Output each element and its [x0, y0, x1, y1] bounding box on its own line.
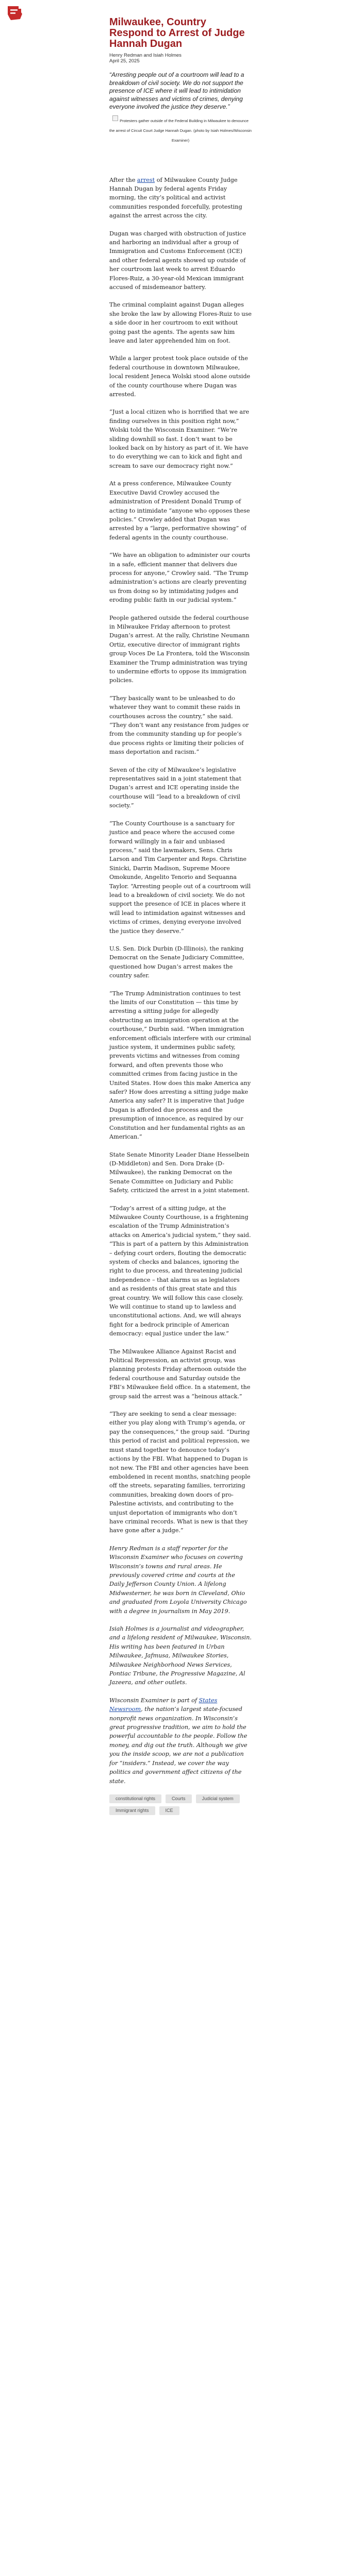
states-newsroom-link[interactable]: States Newsroom — [109, 1697, 218, 1713]
paragraph: After the arrest of Milwaukee County Judge Hannah Dugan by federal agents Friday morning, the city’s political and activist communities responded forcefully, protesting against the arrest across the city. — [109, 176, 242, 219]
paragraph: “The Trump Administration continues to test the limits of our Constitution — this time by arresting a sitting judge for allegedly obstructing an immigration operation at the courthouse,” Durbin said. “When immigration enforcement officials interfere with our criminal justice system, it undermines public safety, prevents victims and witnesses from coming forward, and often prevents those who committed crimes from facing justice in the United States. How does this make America any safer? How does arresting a sitting judge make America any safer? It is imperative that Judge Dugan is afforded due process and the presumption of innocence, as required by our Constitution and her fundamental rights as an American.” — [109, 990, 251, 1141]
tag-list — [109, 1794, 249, 1815]
pull-quote: “Arresting people out of a courtroom will lead to a breakdown of civil society. We do not support the presence of ICE where it will lead to intimidation against witnesses and victims of crimes, denying everyone involved the justice they deserve.” — [109, 71, 244, 110]
paragraph: U.S. Sen. Dick Durbin (D-Illinois), the ranking Democrat on the Senate Judiciary Committee, questioned how Dugan’s arrest makes the country safer. — [109, 945, 244, 979]
tag[interactable]: Courts — [166, 1794, 192, 1803]
publisher-note: Wisconsin Examiner is part of States Newsroom, the nation’s largest state-focused nonprofit news organization. In Wisconsin’s great progressive tradition, we aim to hold the powerful accountable to the people. Follow the money, and dig out the truth. Although we give you the inside scoop, we are not a publication for “insiders.” Instead, we cover the way politics and government affect citizens of the state. — [109, 1697, 248, 1785]
tag[interactable]: Judicial system — [196, 1794, 240, 1803]
paragraph: At a press conference, Milwaukee County Executive David Crowley accused the administration of President Donald Trump of acting to intimidate “anyone who opposes these policies.” Crowley added that Dugan was arrested by a “large, performative showing” of federal agents in the county courthouse. — [109, 480, 250, 541]
paragraph: “They basically want to be unleashed to do whatever they want to commit these raids in courthouses across the country,” she said. “They don’t want any resistance from judges or from the community standing up for people’s due process rights or limiting their policies of mass deportation and racism.” — [109, 694, 249, 756]
paragraph: “The County Courthouse is a sanctuary for justice and peace where the accused come forward willingly in a fair and unbiased process,” said the lawmakers, Sens. Chris Larson and Tim Carpenter and Reps. Christine Sinicki, Darrin Madison, Supreme Moore Omokunde, Angelito Tenorio and Sequanna Taylor. “Arresting people out of a courtroom will lead to a breakdown of civil society. We do not support the presence of ICE in places where it will lead to intimidation against witnesses and victims of crimes, denying everyone involved the justice they deserve.” — [109, 820, 251, 935]
article-date: April 25, 2025 — [109, 58, 140, 64]
paragraph: Seven of the city of Milwaukee’s legislative representatives said in a joint statement that Dugan’s arrest and ICE operating inside the courthouse will “lead to a breakdown of civil society.” — [109, 766, 241, 809]
arrest-link[interactable]: arrest — [137, 176, 155, 183]
article-body — [109, 176, 252, 1535]
paragraph: “Today’s arrest of a sitting judge, at the Milwaukee County Courthouse, is a frightening escalation of the Trump Administration’s attacks on America’s judicial system,” they said. “This is part of a pattern by this Administration – defying court orders, flouting the democratic system of checks and balances, ignoring the right to due process, and threatening judicial independence – that alarms us as legislators and as residents of this great state and this great country. We will follow this case closely. We will continue to stand up to lawless and unconstitutional actions. And, we will always fight for a bedrock principle of American democracy: equal justice under the law.” — [109, 1205, 251, 1337]
broken-image-icon — [112, 115, 118, 121]
author-bio: Isiah Holmes is a journalist and videographer, and a lifelong resident of Milwaukee, Wisconsin. His writing has been featured in Urban Milwaukee, Jafmusa, Milwaukee Stories, Milwaukee Neighborhood News Services, Pontiac Tribune, the Progressive Magazine, Al Jazeera, and other outlets. — [109, 1625, 252, 1686]
tag[interactable]: ICE — [159, 1806, 179, 1815]
paragraph: “They are seeking to send a clear message: either you play along with Trump’s agenda, or pay the consequences,” the group said. “During this period of racist and political repression, we must stand together to denounce today’s actions by the FBI. What happened to Dugan is not new. The FBI and other agencies have been emboldened in recent months, snatching people off the streets, separating families, terrorizing communities, breaking down doors of pro-Palestine activists, and contributing to the unjust deportation of immigrants who don’t have criminal records. What is new is that they have gone after a judge.” — [109, 1411, 251, 1534]
author-bios — [109, 1544, 252, 1786]
tag[interactable]: Immigrant rights — [109, 1806, 155, 1815]
author-bio: Henry Redman is a staff reporter for the Wisconsin Examiner who focuses on covering Wisconsin’s towns and rural areas. He previously covered crime and courts at the Daily Jefferson County Union. A lifelong Midwesterner, he was born in Cleveland, Ohio and graduated from Loyola University Chicago with a degree in journalism in May 2019. — [109, 1545, 247, 1615]
paragraph: State Senate Minority Leader Diane Hesselbein (D-Middleton) and Sen. Dora Drake (D-Milwaukee), the ranking Democrat on the Senate Committee on Judiciary and Public Safety, criticized the arrest in a joint statement. — [109, 1151, 250, 1194]
tag[interactable]: constitutional rights — [109, 1794, 161, 1803]
figure-caption: Protesters gather outside of the Federal Building in Milwaukee to denounce the arrest of Circuit Court Judge Hannah Dugan. (photo by Isiah Holmes/Wisconsin Examiner) — [109, 118, 252, 143]
paragraph: While a larger protest took place outside of the federal courthouse in downtown Milwaukee, local resident Jeneca Wolski stood alone outside of the county courthouse where Dugan was arrested. — [109, 355, 251, 398]
paragraph: The Milwaukee Alliance Against Racist and Political Repression, an activist group, was planning protests Friday afternoon outside the federal courthouse and Saturday outside the FBI’s Milwaukee field office. In a statement, the group said the arrest was a “heinous attack.” — [109, 1348, 251, 1400]
article-figure — [109, 114, 252, 144]
article — [109, 17, 252, 1815]
wisconsin-examiner-logo-icon — [6, 5, 24, 22]
paragraph: People gathered outside the federal courthouse in Milwaukee Friday afternoon to protest Dugan’s arrest. At the rally, Christine Neumann Ortiz, executive director of immigrant rights group Voces De La Frontera, told the Wisconsin Examiner the Trump administration was trying to undermine efforts to oppose its immigration policies. — [109, 614, 250, 684]
article-title: Milwaukee, Country Respond to Arrest of Judge Hannah Dugan — [109, 16, 245, 49]
paragraph: Dugan was charged with obstruction of justice and harboring an individual after a group of Immigration and Customs Enforcement (ICE) and other federal agents showed up outside of her courtroom last week to arrest Eduardo Flores-Ruiz, a 30-year-old Mexican immigrant accused of misdemeanor battery. — [109, 230, 247, 291]
paragraph: “We have an obligation to administer our courts in a safe, efficient manner that delivers due process for anyone,” Crowley said. “The Trump administration’s actions are clearly preventing us from doing so by intimidating judges and eroding public faith in our judicial system.” — [109, 552, 251, 604]
paragraph: The criminal complaint against Dugan alleges she broke the law by allowing Flores-Ruiz to use a side door in her courtroom to exit without going past the agents. The agents saw him leave and later apprehended him on foot. — [109, 301, 252, 344]
paragraph: “Just a local citizen who is horrified that we are finding ourselves in this position right now,” Wolski told the Wisconsin Examiner. “We’re sliding downhill so fast. I don’t want to be looked back on by history as part of it. We have to do everything we can to kick and fight and scream to save our democracy right now.” — [109, 409, 250, 469]
article-byline: Henry Redman and Isiah Holmes — [109, 53, 182, 58]
